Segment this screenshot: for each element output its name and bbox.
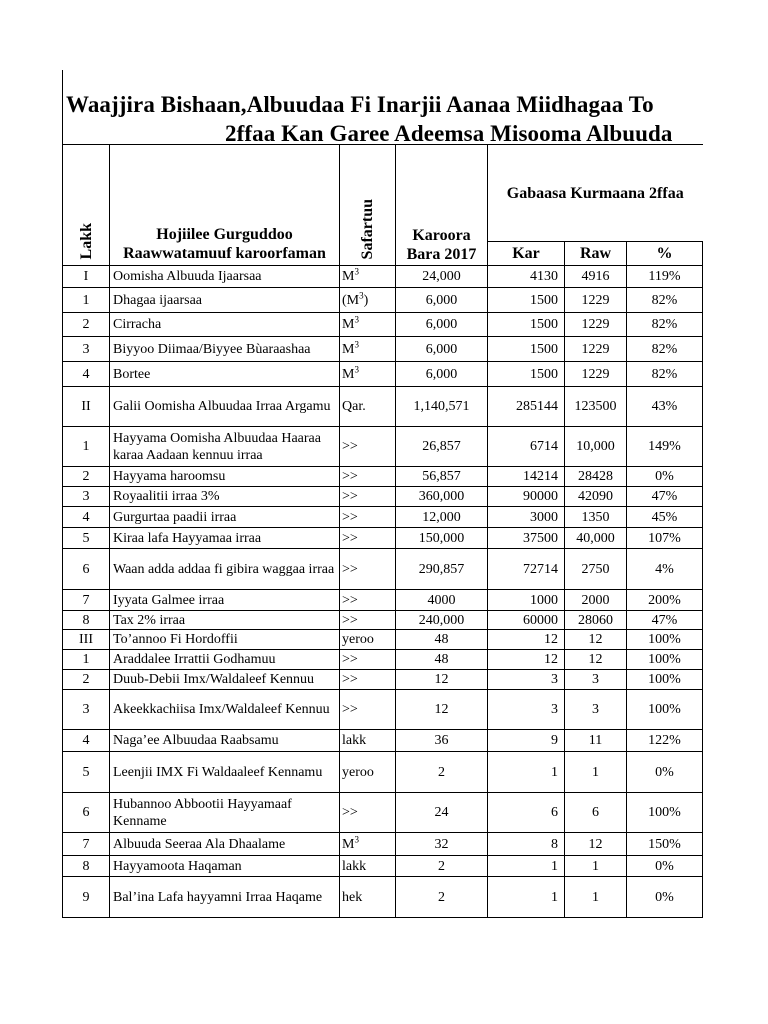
row-activity: Biyyoo Diimaa/Biyyee Bùaraashaa bbox=[110, 337, 340, 362]
row-unit bbox=[340, 507, 396, 528]
row-raw: 1350 bbox=[565, 507, 627, 528]
row-kar: 12 bbox=[488, 650, 565, 670]
row-activity: Iyyata Galmee irraa bbox=[110, 590, 340, 611]
row-kar: 9 bbox=[488, 730, 565, 752]
header-unit-label: Safartuu bbox=[359, 198, 376, 259]
row-raw: 2750 bbox=[565, 549, 627, 590]
row-activity: Hayyama haroomsu bbox=[110, 467, 340, 487]
row-raw: 1 bbox=[565, 752, 627, 793]
row-unit-text: >> bbox=[342, 561, 358, 577]
header-report-group: Gabaasa Kurmaana 2ffaa bbox=[488, 145, 703, 242]
row-raw: 12 bbox=[565, 630, 627, 650]
row-plan: 2 bbox=[396, 877, 488, 918]
row-number: 2 bbox=[63, 467, 110, 487]
row-activity: Araddalee Irrattii Godhamuu bbox=[110, 650, 340, 670]
row-number: 7 bbox=[63, 590, 110, 611]
row-pct: 82% bbox=[627, 313, 703, 337]
row-plan: 48 bbox=[396, 630, 488, 650]
row-unit-superscript: 3 bbox=[354, 338, 359, 349]
row-plan: 12,000 bbox=[396, 507, 488, 528]
row-pct: 122% bbox=[627, 730, 703, 752]
row-raw: 1229 bbox=[565, 362, 627, 387]
row-number: 2 bbox=[63, 313, 110, 337]
row-raw: 6 bbox=[565, 793, 627, 833]
report-title-block bbox=[62, 70, 768, 144]
table-row bbox=[63, 730, 703, 752]
header-plan-line-2: Bara 2017 bbox=[406, 246, 477, 263]
row-activity: To’annoo Fi Hordoffii bbox=[110, 630, 340, 650]
row-activity: Duub-Debii Imx/Waldaleef Kennuu bbox=[110, 670, 340, 690]
row-raw: 1 bbox=[565, 856, 627, 877]
header-activity-line-1: Hojiilee Gurguddoo bbox=[156, 226, 293, 243]
row-kar: 3 bbox=[488, 670, 565, 690]
row-unit bbox=[340, 313, 396, 337]
row-unit-text: >> bbox=[342, 439, 358, 454]
row-number: 3 bbox=[63, 487, 110, 507]
row-kar: 1 bbox=[488, 877, 565, 918]
row-activity: Waan adda addaa fi gibira waggaa irraa bbox=[110, 549, 340, 590]
table-row bbox=[63, 650, 703, 670]
row-kar: 3000 bbox=[488, 507, 565, 528]
row-kar: 1500 bbox=[488, 337, 565, 362]
row-unit-text: M bbox=[342, 317, 355, 332]
row-plan: 1,140,571 bbox=[396, 387, 488, 427]
table-row bbox=[63, 288, 703, 313]
table-row bbox=[63, 427, 703, 467]
row-pct: 119% bbox=[627, 266, 703, 288]
table-row bbox=[63, 690, 703, 730]
row-plan: 12 bbox=[396, 670, 488, 690]
row-number: 9 bbox=[63, 877, 110, 918]
row-unit-text: (M bbox=[342, 292, 360, 308]
row-unit bbox=[340, 611, 396, 630]
row-unit-text: >> bbox=[342, 489, 358, 504]
row-unit-text: M bbox=[342, 836, 355, 852]
row-number: 7 bbox=[63, 833, 110, 856]
row-raw: 12 bbox=[565, 650, 627, 670]
row-unit bbox=[340, 752, 396, 793]
row-unit-superscript: 3 bbox=[354, 314, 359, 325]
row-raw: 3 bbox=[565, 670, 627, 690]
table-row bbox=[63, 670, 703, 690]
table-row bbox=[63, 337, 703, 362]
table-row bbox=[63, 487, 703, 507]
row-raw: 123500 bbox=[565, 387, 627, 427]
row-pct: 82% bbox=[627, 288, 703, 313]
header-lakk bbox=[63, 145, 110, 266]
table-body bbox=[63, 266, 703, 918]
row-unit bbox=[340, 387, 396, 427]
row-kar: 4130 bbox=[488, 266, 565, 288]
row-unit bbox=[340, 730, 396, 752]
row-number: 5 bbox=[63, 528, 110, 549]
row-number: 8 bbox=[63, 856, 110, 877]
row-number: III bbox=[63, 630, 110, 650]
report-table bbox=[62, 144, 703, 918]
row-activity: Tax 2% irraa bbox=[110, 611, 340, 630]
row-kar: 1500 bbox=[488, 362, 565, 387]
row-kar: 72714 bbox=[488, 549, 565, 590]
row-plan: 240,000 bbox=[396, 611, 488, 630]
row-unit-text: lakk bbox=[342, 733, 367, 748]
row-unit-superscript: 3 bbox=[354, 266, 359, 277]
row-pct: 200% bbox=[627, 590, 703, 611]
row-unit-text: yeroo bbox=[342, 632, 374, 647]
row-activity: Albuuda Seeraa Ala Dhaalame bbox=[110, 833, 340, 856]
row-plan: 36 bbox=[396, 730, 488, 752]
row-raw: 40,000 bbox=[565, 528, 627, 549]
table-row bbox=[63, 507, 703, 528]
row-plan: 24,000 bbox=[396, 266, 488, 288]
row-plan: 6,000 bbox=[396, 288, 488, 313]
row-plan: 290,857 bbox=[396, 549, 488, 590]
header-unit bbox=[340, 145, 396, 266]
row-unit-superscript: 3 bbox=[354, 363, 359, 374]
row-unit bbox=[340, 288, 396, 313]
report-title-line-2: 2ffaa Kan Garee Adeemsa Misooma Albuuda bbox=[225, 121, 673, 144]
row-unit-text: >> bbox=[342, 672, 358, 687]
row-kar: 1 bbox=[488, 856, 565, 877]
row-activity: Hubannoo Abbootii Hayyamaaf Kenname bbox=[110, 793, 340, 833]
row-pct: 107% bbox=[627, 528, 703, 549]
row-pct: 45% bbox=[627, 507, 703, 528]
row-raw: 1 bbox=[565, 877, 627, 918]
table-row bbox=[63, 362, 703, 387]
row-pct: 100% bbox=[627, 650, 703, 670]
row-number: 4 bbox=[63, 362, 110, 387]
row-unit-superscript: 3 bbox=[359, 289, 364, 300]
header-plan bbox=[396, 145, 488, 266]
row-activity: Leenjii IMX Fi Waldaaleef Kennamu bbox=[110, 752, 340, 793]
table-row bbox=[63, 387, 703, 427]
row-number: 1 bbox=[63, 427, 110, 467]
row-activity: Hayyamoota Haqaman bbox=[110, 856, 340, 877]
table-row bbox=[63, 549, 703, 590]
row-number: 8 bbox=[63, 611, 110, 630]
row-raw: 28060 bbox=[565, 611, 627, 630]
row-activity: Bal’ina Lafa hayyamni Irraa Haqame bbox=[110, 877, 340, 918]
row-pct: 100% bbox=[627, 793, 703, 833]
row-pct: 100% bbox=[627, 630, 703, 650]
table-row bbox=[63, 611, 703, 630]
row-unit-text: lakk bbox=[342, 858, 367, 874]
row-raw: 3 bbox=[565, 690, 627, 730]
table-row bbox=[63, 313, 703, 337]
row-unit-text: >> bbox=[342, 652, 358, 667]
row-pct: 82% bbox=[627, 362, 703, 387]
row-activity: Cirracha bbox=[110, 313, 340, 337]
row-unit-text: >> bbox=[342, 592, 358, 608]
row-number: 2 bbox=[63, 670, 110, 690]
row-activity: Dhagaa ijaarsaa bbox=[110, 288, 340, 313]
table-row bbox=[63, 630, 703, 650]
table-row bbox=[63, 266, 703, 288]
row-unit bbox=[340, 266, 396, 288]
row-kar: 14214 bbox=[488, 467, 565, 487]
row-plan: 12 bbox=[396, 690, 488, 730]
row-kar: 6714 bbox=[488, 427, 565, 467]
row-kar: 90000 bbox=[488, 487, 565, 507]
table-row bbox=[63, 877, 703, 918]
row-number: 4 bbox=[63, 730, 110, 752]
header-raw: Raw bbox=[565, 242, 627, 266]
row-raw: 10,000 bbox=[565, 427, 627, 467]
row-pct: 0% bbox=[627, 877, 703, 918]
row-activity: Galii Oomisha Albuudaa Irraa Argamu bbox=[110, 387, 340, 427]
row-kar: 1 bbox=[488, 752, 565, 793]
row-plan: 24 bbox=[396, 793, 488, 833]
row-activity: Bortee bbox=[110, 362, 340, 387]
row-unit-text: >> bbox=[342, 702, 358, 717]
row-pct: 82% bbox=[627, 337, 703, 362]
row-unit-text: >> bbox=[342, 612, 358, 628]
row-unit-text: M bbox=[342, 366, 355, 382]
row-raw: 1229 bbox=[565, 288, 627, 313]
row-number: 3 bbox=[63, 337, 110, 362]
row-kar: 3 bbox=[488, 690, 565, 730]
row-kar: 37500 bbox=[488, 528, 565, 549]
row-unit bbox=[340, 833, 396, 856]
row-pct: 47% bbox=[627, 487, 703, 507]
row-unit bbox=[340, 650, 396, 670]
row-pct: 0% bbox=[627, 752, 703, 793]
row-pct: 149% bbox=[627, 427, 703, 467]
row-activity: Akeekkachiisa Imx/Waldaleef Kennuu bbox=[110, 690, 340, 730]
row-kar: 12 bbox=[488, 630, 565, 650]
row-unit-text: >> bbox=[342, 805, 358, 820]
row-raw: 4916 bbox=[565, 266, 627, 288]
table-row bbox=[63, 528, 703, 549]
row-activity: Royaalitii irraa 3% bbox=[110, 487, 340, 507]
row-number: 4 bbox=[63, 507, 110, 528]
row-raw: 2000 bbox=[565, 590, 627, 611]
row-unit-text: M bbox=[342, 269, 355, 284]
table-row bbox=[63, 467, 703, 487]
table-row bbox=[63, 856, 703, 877]
row-plan: 2 bbox=[396, 752, 488, 793]
row-unit bbox=[340, 467, 396, 487]
table-row bbox=[63, 793, 703, 833]
row-kar: 6 bbox=[488, 793, 565, 833]
row-pct: 4% bbox=[627, 549, 703, 590]
row-plan: 6,000 bbox=[396, 337, 488, 362]
row-number: 6 bbox=[63, 549, 110, 590]
row-unit bbox=[340, 337, 396, 362]
row-unit-text: >> bbox=[342, 469, 358, 484]
row-unit bbox=[340, 630, 396, 650]
row-number: II bbox=[63, 387, 110, 427]
row-plan: 4000 bbox=[396, 590, 488, 611]
header-pct: % bbox=[627, 242, 703, 266]
row-pct: 43% bbox=[627, 387, 703, 427]
row-unit-suffix: ) bbox=[363, 292, 369, 308]
row-plan: 6,000 bbox=[396, 362, 488, 387]
row-unit bbox=[340, 549, 396, 590]
report-title-line-1: Waajjira Bishaan,Albuudaa Fi Inarjii Aanaa Miidhagaa To bbox=[66, 92, 654, 117]
header-kar: Kar bbox=[488, 242, 565, 266]
row-number: 6 bbox=[63, 793, 110, 833]
row-unit bbox=[340, 690, 396, 730]
row-plan: 150,000 bbox=[396, 528, 488, 549]
row-plan: 26,857 bbox=[396, 427, 488, 467]
row-plan: 32 bbox=[396, 833, 488, 856]
row-plan: 56,857 bbox=[396, 467, 488, 487]
row-unit bbox=[340, 590, 396, 611]
row-unit-text: >> bbox=[342, 530, 358, 546]
row-kar: 8 bbox=[488, 833, 565, 856]
row-number: 5 bbox=[63, 752, 110, 793]
row-activity: Naga’ee Albuudaa Raabsamu bbox=[110, 730, 340, 752]
row-unit-text: M bbox=[342, 341, 355, 357]
table-row bbox=[63, 590, 703, 611]
row-pct: 100% bbox=[627, 670, 703, 690]
row-kar: 285144 bbox=[488, 387, 565, 427]
row-pct: 0% bbox=[627, 467, 703, 487]
row-raw: 28428 bbox=[565, 467, 627, 487]
row-number: 1 bbox=[63, 650, 110, 670]
row-unit bbox=[340, 793, 396, 833]
row-unit-text: >> bbox=[342, 509, 358, 525]
row-raw: 11 bbox=[565, 730, 627, 752]
row-kar: 60000 bbox=[488, 611, 565, 630]
spreadsheet-sheet bbox=[62, 70, 768, 918]
row-plan: 48 bbox=[396, 650, 488, 670]
row-unit bbox=[340, 487, 396, 507]
row-unit-superscript: 3 bbox=[354, 833, 359, 844]
row-unit-text: yeroo bbox=[342, 764, 374, 780]
row-activity: Kiraa lafa Hayyamaa irraa bbox=[110, 528, 340, 549]
row-plan: 2 bbox=[396, 856, 488, 877]
row-unit-text: Qar. bbox=[342, 399, 366, 414]
row-unit bbox=[340, 670, 396, 690]
row-plan: 6,000 bbox=[396, 313, 488, 337]
row-pct: 0% bbox=[627, 856, 703, 877]
row-raw: 1229 bbox=[565, 337, 627, 362]
row-pct: 47% bbox=[627, 611, 703, 630]
header-activity-line-2: Raawwatamuuf karoorfaman bbox=[123, 245, 326, 262]
row-raw: 12 bbox=[565, 833, 627, 856]
row-unit-text: hek bbox=[342, 889, 363, 905]
row-plan: 360,000 bbox=[396, 487, 488, 507]
row-unit bbox=[340, 877, 396, 918]
row-unit bbox=[340, 528, 396, 549]
header-activity bbox=[110, 145, 340, 266]
row-raw: 1229 bbox=[565, 313, 627, 337]
table-row bbox=[63, 833, 703, 856]
row-number: 1 bbox=[63, 288, 110, 313]
row-activity: Oomisha Albuuda Ijaarsaa bbox=[110, 266, 340, 288]
header-plan-line-1: Karoora bbox=[412, 227, 471, 244]
row-number: 3 bbox=[63, 690, 110, 730]
row-activity: Hayyama Oomisha Albuudaa Haaraa karaa Aadaan kennuu irraa bbox=[110, 427, 340, 467]
header-lakk-label: Lakk bbox=[77, 222, 95, 259]
row-activity: Gurgurtaa paadii irraa bbox=[110, 507, 340, 528]
row-raw: 42090 bbox=[565, 487, 627, 507]
row-unit bbox=[340, 856, 396, 877]
row-pct: 100% bbox=[627, 690, 703, 730]
row-unit bbox=[340, 362, 396, 387]
row-kar: 1500 bbox=[488, 288, 565, 313]
row-number: I bbox=[63, 266, 110, 288]
row-unit bbox=[340, 427, 396, 467]
table-row bbox=[63, 752, 703, 793]
row-kar: 1000 bbox=[488, 590, 565, 611]
row-kar: 1500 bbox=[488, 313, 565, 337]
row-pct: 150% bbox=[627, 833, 703, 856]
